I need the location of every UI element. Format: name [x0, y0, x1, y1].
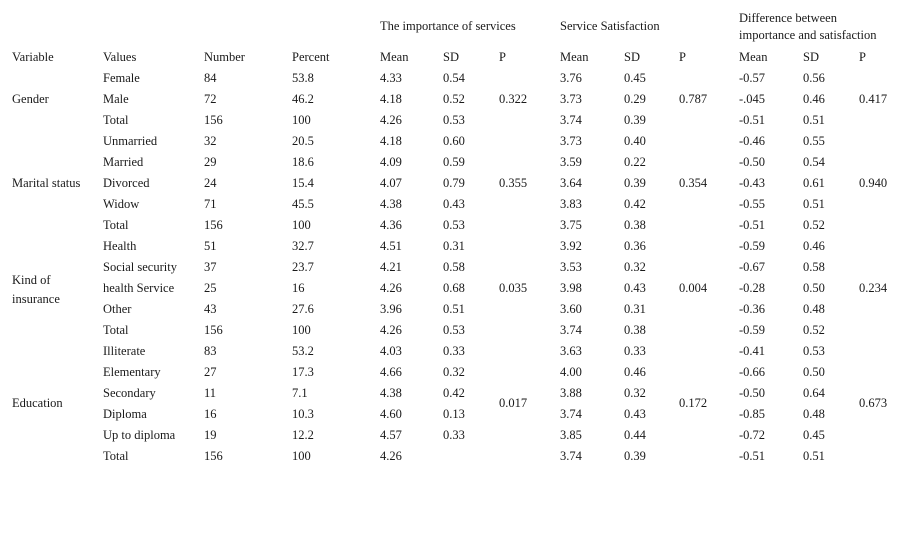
row-sat-mean: 3.74	[560, 323, 582, 337]
row-value: Other	[103, 302, 132, 316]
row-imp-sd: 0.68	[443, 281, 465, 295]
row-diff-sd: 0.53	[803, 344, 825, 358]
row-sat-mean: 4.00	[560, 365, 582, 379]
row-imp-sd: 0.53	[443, 113, 465, 127]
row-imp-mean: 4.66	[380, 365, 402, 379]
row-sat-mean: 3.75	[560, 218, 582, 232]
row-diff-mean: -0.51	[739, 113, 766, 127]
row-sat-sd: 0.43	[624, 281, 646, 295]
row-number: 71	[204, 197, 217, 211]
row-diff-sd: 0.55	[803, 134, 825, 148]
row-diff-mean: -0.28	[739, 281, 766, 295]
row-sat-mean: 3.74	[560, 113, 582, 127]
row-sat-sd: 0.45	[624, 71, 646, 85]
row-diff-sd: 0.56	[803, 71, 825, 85]
row-diff-sd: 0.50	[803, 281, 825, 295]
row-diff-mean: -0.41	[739, 344, 766, 358]
difference-group-header-line2: importance and satisfaction	[739, 28, 877, 42]
row-sat-sd: 0.32	[624, 386, 646, 400]
row-imp-mean: 4.18	[380, 134, 402, 148]
row-number: 156	[204, 113, 223, 127]
row-value: Male	[103, 92, 129, 106]
row-sat-mean: 3.74	[560, 407, 582, 421]
row-value: Health	[103, 239, 137, 253]
row-sat-sd: 0.43	[624, 407, 646, 421]
row-number: 27	[204, 365, 217, 379]
row-imp-sd: 0.53	[443, 218, 465, 232]
row-diff-sd: 0.52	[803, 323, 825, 337]
row-diff-mean: -.045	[739, 92, 766, 106]
row-diff-mean: -0.66	[739, 365, 766, 379]
group-diff-p-kind-of-insurance: 0.234	[859, 281, 888, 295]
row-percent: 100	[292, 113, 311, 127]
row-percent: 16	[292, 281, 305, 295]
row-number: 156	[204, 218, 223, 232]
row-imp-sd: 0.52	[443, 92, 465, 106]
row-sat-sd: 0.38	[624, 218, 646, 232]
row-imp-mean: 3.96	[380, 302, 402, 316]
row-imp-mean: 4.26	[380, 113, 402, 127]
row-value: Married	[103, 155, 144, 169]
row-imp-sd: 0.32	[443, 365, 465, 379]
group-variable-marital-status: Marital status	[12, 176, 81, 190]
group-variable-gender: Gender	[12, 92, 49, 106]
row-diff-mean: -0.59	[739, 323, 766, 337]
row-diff-mean: -0.57	[739, 71, 766, 85]
row-diff-sd: 0.54	[803, 155, 825, 169]
row-imp-mean: 4.57	[380, 428, 402, 442]
row-value: Female	[103, 71, 140, 85]
row-sat-sd: 0.44	[624, 428, 646, 442]
row-imp-mean: 4.60	[380, 407, 402, 421]
row-diff-sd: 0.45	[803, 428, 825, 442]
col-header-imp-p: P	[499, 50, 506, 64]
difference-group-header-line1: Difference between	[739, 11, 837, 25]
row-value: Divorced	[103, 176, 150, 190]
row-diff-mean: -0.50	[739, 155, 766, 169]
row-sat-mean: 3.73	[560, 134, 582, 148]
row-sat-mean: 3.76	[560, 71, 582, 85]
row-percent: 12.2	[292, 428, 314, 442]
group-sat-p-education: 0.172	[679, 396, 708, 410]
group-diff-p-education: 0.673	[859, 396, 888, 410]
row-diff-sd: 0.50	[803, 365, 825, 379]
row-diff-sd: 0.48	[803, 302, 825, 316]
row-value: Total	[103, 323, 129, 337]
row-sat-mean: 3.63	[560, 344, 582, 358]
row-diff-sd: 0.52	[803, 218, 825, 232]
row-sat-mean: 3.92	[560, 239, 582, 253]
row-sat-sd: 0.22	[624, 155, 646, 169]
row-number: 11	[204, 386, 217, 400]
row-sat-mean: 3.64	[560, 176, 582, 190]
row-number: 43	[204, 302, 217, 316]
row-percent: 20.5	[292, 134, 314, 148]
row-percent: 53.8	[292, 71, 314, 85]
row-percent: 17.3	[292, 365, 314, 379]
row-imp-mean: 4.26	[380, 449, 402, 463]
row-imp-sd: 0.51	[443, 302, 465, 316]
row-number: 156	[204, 449, 223, 463]
row-sat-sd: 0.33	[624, 344, 646, 358]
row-percent: 32.7	[292, 239, 314, 253]
row-sat-mean: 3.85	[560, 428, 582, 442]
row-diff-sd: 0.48	[803, 407, 825, 421]
row-percent: 23.7	[292, 260, 314, 274]
col-header-number: Number	[204, 50, 245, 64]
row-sat-mean: 3.60	[560, 302, 582, 316]
row-number: 29	[204, 155, 217, 169]
row-imp-mean: 4.26	[380, 323, 402, 337]
col-header-sat-p: P	[679, 50, 686, 64]
row-sat-mean: 3.83	[560, 197, 582, 211]
row-value: Unmarried	[103, 134, 158, 148]
row-percent: 27.6	[292, 302, 314, 316]
row-number: 84	[204, 71, 217, 85]
row-value: Diploma	[103, 407, 147, 421]
row-sat-mean: 3.74	[560, 449, 582, 463]
row-diff-sd: 0.51	[803, 113, 825, 127]
row-value: health Service	[103, 281, 175, 295]
row-number: 25	[204, 281, 217, 295]
row-imp-mean: 4.33	[380, 71, 402, 85]
row-sat-mean: 3.53	[560, 260, 582, 274]
row-imp-mean: 4.38	[380, 386, 402, 400]
row-diff-sd: 0.46	[803, 92, 825, 106]
row-diff-mean: -0.50	[739, 386, 766, 400]
group-imp-p-gender: 0.322	[499, 92, 528, 106]
row-percent: 100	[292, 449, 311, 463]
group-diff-p-marital-status: 0.940	[859, 176, 888, 190]
row-imp-mean: 4.21	[380, 260, 402, 274]
row-diff-mean: -0.51	[739, 218, 766, 232]
row-value: Social security	[103, 260, 177, 274]
row-imp-mean: 4.51	[380, 239, 402, 253]
row-percent: 15.4	[292, 176, 314, 190]
row-imp-mean: 4.26	[380, 281, 402, 295]
row-imp-sd: 0.31	[443, 239, 465, 253]
row-percent: 53.2	[292, 344, 314, 358]
group-imp-p-kind-of-insurance: 0.035	[499, 281, 528, 295]
row-number: 156	[204, 323, 223, 337]
row-imp-sd: 0.53	[443, 323, 465, 337]
row-value: Widow	[103, 197, 140, 211]
row-percent: 10.3	[292, 407, 314, 421]
row-diff-mean: -0.55	[739, 197, 766, 211]
row-diff-mean: -0.67	[739, 260, 766, 274]
row-imp-mean: 4.38	[380, 197, 402, 211]
group-variable-kind-of-insurance: Kind of insurance	[12, 273, 60, 306]
row-number: 16	[204, 407, 217, 421]
row-diff-sd: 0.51	[803, 449, 825, 463]
group-sat-p-marital-status: 0.354	[679, 176, 708, 190]
row-sat-sd: 0.29	[624, 92, 646, 106]
row-sat-sd: 0.46	[624, 365, 646, 379]
row-diff-mean: -0.36	[739, 302, 766, 316]
row-diff-sd: 0.58	[803, 260, 825, 274]
satisfaction-group-header: Service Satisfaction	[560, 19, 660, 33]
row-value: Total	[103, 113, 129, 127]
row-imp-sd: 0.79	[443, 176, 465, 190]
row-imp-mean: 4.09	[380, 155, 402, 169]
row-percent: 45.5	[292, 197, 314, 211]
row-sat-sd: 0.36	[624, 239, 646, 253]
row-number: 19	[204, 428, 217, 442]
row-value: Illiterate	[103, 344, 146, 358]
row-sat-sd: 0.39	[624, 449, 646, 463]
row-diff-mean: -0.46	[739, 134, 766, 148]
importance-group-header: The importance of services	[380, 19, 516, 33]
row-percent: 46.2	[292, 92, 314, 106]
row-sat-sd: 0.38	[624, 323, 646, 337]
row-value: Total	[103, 218, 129, 232]
row-sat-sd: 0.31	[624, 302, 646, 316]
row-percent: 18.6	[292, 155, 314, 169]
row-number: 51	[204, 239, 217, 253]
row-sat-mean: 3.98	[560, 281, 582, 295]
col-header-variable: Variable	[12, 50, 54, 64]
row-diff-mean: -0.43	[739, 176, 766, 190]
row-diff-mean: -0.85	[739, 407, 766, 421]
col-header-diff-sd: SD	[803, 50, 819, 64]
row-diff-sd: 0.46	[803, 239, 825, 253]
col-header-percent: Percent	[292, 50, 330, 64]
row-imp-sd: 0.58	[443, 260, 465, 274]
row-number: 37	[204, 260, 217, 274]
row-sat-sd: 0.40	[624, 134, 646, 148]
group-sat-p-kind-of-insurance: 0.004	[679, 281, 708, 295]
row-imp-mean: 4.36	[380, 218, 402, 232]
row-number: 72	[204, 92, 217, 106]
row-sat-sd: 0.39	[624, 113, 646, 127]
row-imp-sd: 0.13	[443, 407, 465, 421]
row-sat-mean: 3.59	[560, 155, 582, 169]
row-sat-mean: 3.88	[560, 386, 582, 400]
row-sat-sd: 0.32	[624, 260, 646, 274]
row-imp-sd: 0.43	[443, 197, 465, 211]
row-percent: 100	[292, 218, 311, 232]
col-header-diff-mean: Mean	[739, 50, 768, 64]
row-diff-mean: -0.72	[739, 428, 766, 442]
row-diff-sd: 0.51	[803, 197, 825, 211]
group-diff-p-gender: 0.417	[859, 92, 888, 106]
row-imp-mean: 4.03	[380, 344, 402, 358]
col-header-values: Values	[103, 50, 137, 64]
row-percent: 100	[292, 323, 311, 337]
col-header-imp-mean: Mean	[380, 50, 409, 64]
group-imp-p-education: 0.017	[499, 396, 528, 410]
col-header-sat-mean: Mean	[560, 50, 589, 64]
row-diff-sd: 0.64	[803, 386, 825, 400]
row-number: 32	[204, 134, 217, 148]
row-imp-sd: 0.60	[443, 134, 465, 148]
row-imp-mean: 4.18	[380, 92, 402, 106]
row-diff-mean: -0.59	[739, 239, 766, 253]
col-header-imp-sd: SD	[443, 50, 459, 64]
row-imp-sd: 0.33	[443, 428, 465, 442]
col-header-sat-sd: SD	[624, 50, 640, 64]
row-imp-mean: 4.07	[380, 176, 402, 190]
row-percent: 7.1	[292, 386, 308, 400]
row-imp-sd: 0.59	[443, 155, 465, 169]
row-imp-sd: 0.33	[443, 344, 465, 358]
group-imp-p-marital-status: 0.355	[499, 176, 528, 190]
row-sat-sd: 0.42	[624, 197, 646, 211]
row-value: Up to diploma	[103, 428, 176, 442]
row-number: 24	[204, 176, 217, 190]
row-imp-sd: 0.42	[443, 386, 465, 400]
row-imp-sd: 0.54	[443, 71, 465, 85]
row-number: 83	[204, 344, 217, 358]
row-value: Secondary	[103, 386, 156, 400]
row-diff-sd: 0.61	[803, 176, 825, 190]
row-value: Total	[103, 449, 129, 463]
row-sat-sd: 0.39	[624, 176, 646, 190]
row-value: Elementary	[103, 365, 161, 379]
row-sat-mean: 3.73	[560, 92, 582, 106]
group-sat-p-gender: 0.787	[679, 92, 708, 106]
col-header-diff-p: P	[859, 50, 866, 64]
group-variable-education: Education	[12, 396, 63, 410]
row-diff-mean: -0.51	[739, 449, 766, 463]
